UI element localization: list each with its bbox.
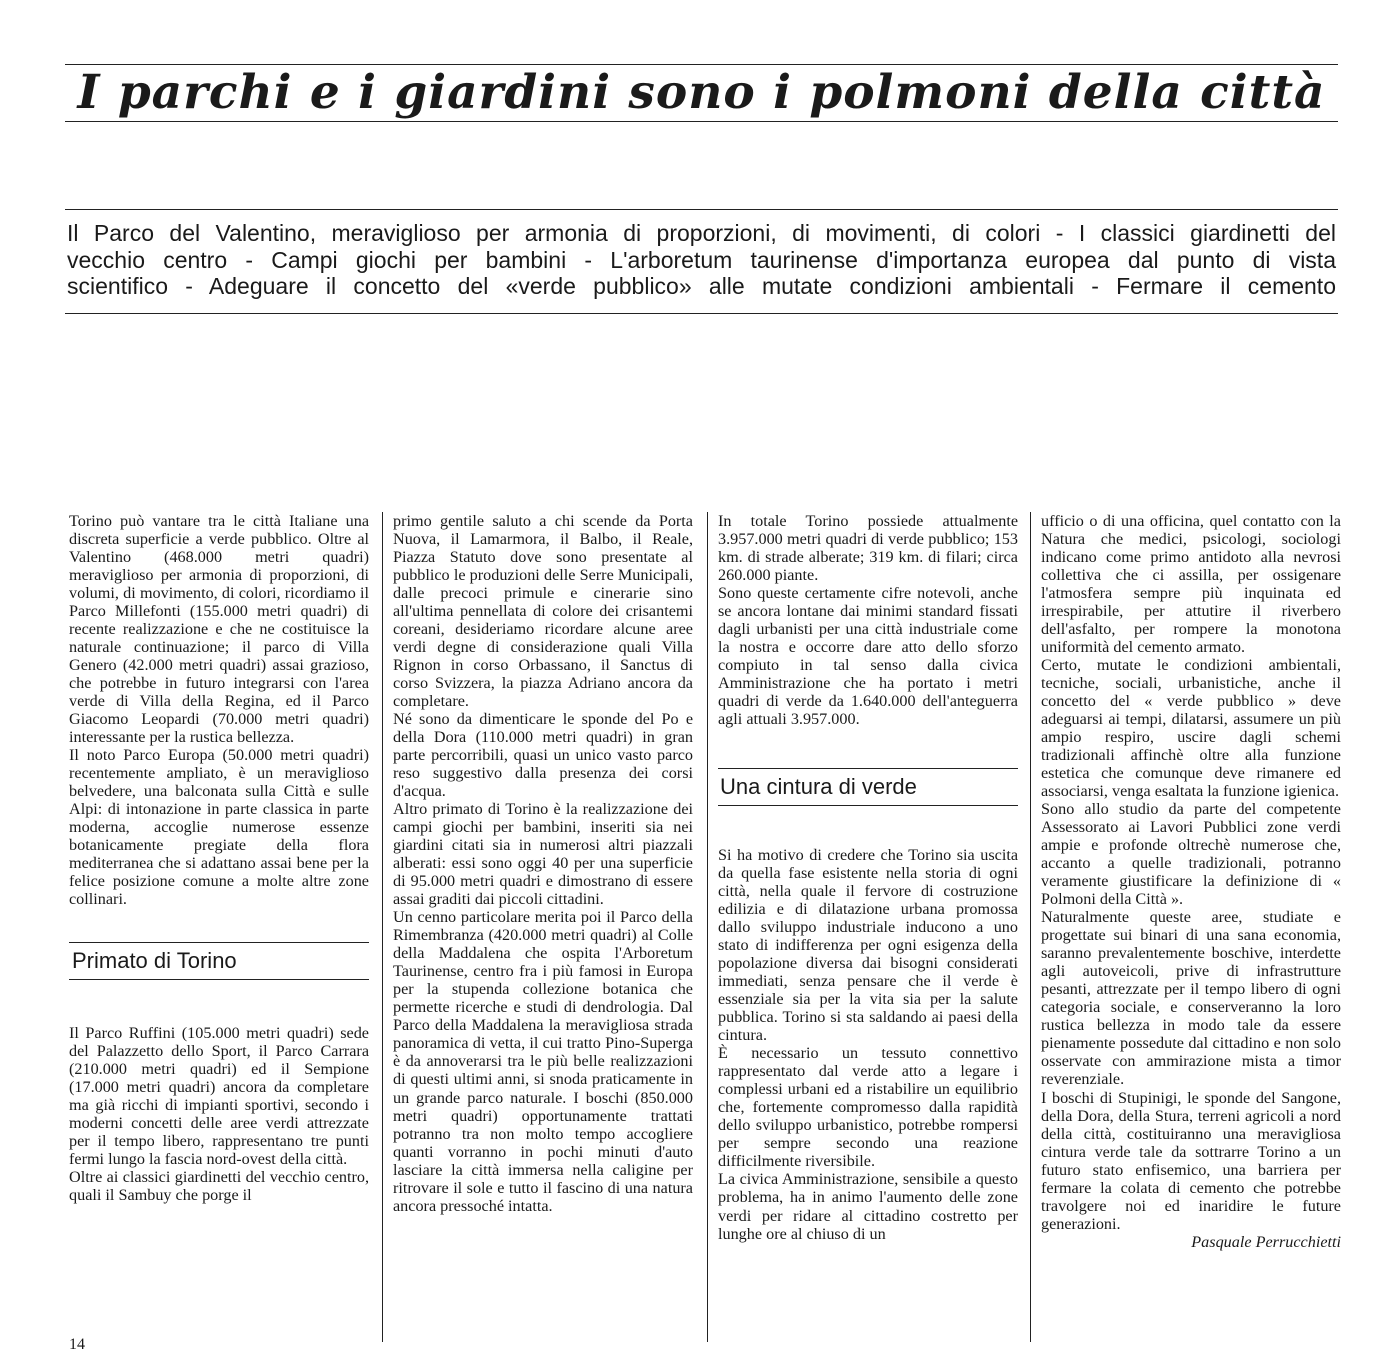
subtitle-line: vecchio centro - Campi giochi per bambini - L'arboretum taurinense d'importanza europea dal punto di vista <box>67 246 1336 273</box>
paragraph: Altro primato di Torino è la realizzazione dei campi giochi per bambini, inseriti sia nei giardini citati sia in numerosi altri piazzali alberati: essi sono oggi 40 per una superficie di 95.000 metri quadri e dimostrano di essere assai graditi dai piccoli cittadini. <box>393 800 693 909</box>
article-column-4 <box>1041 512 1341 1251</box>
paragraph: Sono allo studio da parte del competente Assessorato ai Lavori Pubblici zone verdi ampie e profonde oltrechè numerose che, accanto a quelle tradizionali, potranno veramente giustificare la definizione di « Polmoni della Città ». <box>1041 800 1341 909</box>
paragraph: primo gentile saluto a chi scende da Porta Nuova, il Lamarmora, il Balbo, il Reale, Piazza Statuto dove sono presentate al pubblico le produzioni delle Serre Municipali, dalle precoci primule e cinerarie sino all'ultima pennellata di colore dei crisantemi coreani, desideriamo ricordare alcune aree verdi degne di considerazione quali Villa Rignon in corso Orbassano, il Sanctus di corso Svizzera, la piazza Adriano ancora da completare. <box>393 512 693 711</box>
section-heading: Una cintura di verde <box>720 774 917 800</box>
section-heading: Primato di Torino <box>72 948 237 974</box>
paragraph: Sono queste certamente cifre notevoli, anche se ancora lontane dai minimi standard fissati dagli urbanisti per una città industriale come la nostra e occorre dare atto dello sforzo compiuto in tal senso dalla civica Amministrazione che ha portato i metri quadri di verde da 1.640.000 dell'anteguerra agli attuali 3.957.000. <box>718 584 1018 729</box>
paragraph: Torino può vantare tra le città Italiane una discreta superficie a verde pubblico. Oltre al Valentino (468.000 metri quadri) meraviglioso per armonia di proporzioni, di volumi, di movimento, di colori, ricordiamo il Parco Millefonti (155.000 metri quadri) di recente realizzazione e che ne costituisce la naturale continuazione; il parco di Villa Genero (42.000 metri quadri) assai grazioso, che potrebbe in futuro integrarsi con l'area verde di Villa della Regina, ed il Parco Giacomo Leopardi (70.000 metri quadri) interessante per la rustica bellezza. <box>69 512 369 747</box>
paragraph: È necessario un tessuto connettivo rappresentato dal verde atto a legare i complessi urbani ed a ristabilire un equilibrio che, fortemente compromesso dalla rapidità dello sviluppo urbanistico, potrebbe rompersi per sempre secondo una reazione difficilmente riversibile. <box>718 1044 1018 1171</box>
heading-rule <box>718 805 1018 806</box>
article-column-1 <box>69 512 369 1205</box>
page-title: I parchi e i giardini sono i polmoni della città <box>77 65 1326 120</box>
paragraph: Oltre ai classici giardinetti del vecchio centro, quali il Sambuy che porge il <box>69 1168 369 1205</box>
column-divider <box>1030 512 1031 1342</box>
paragraph: Il Parco Ruffini (105.000 metri quadri) sede del Palazzetto dello Sport, il Parco Carrara (210.000 metri quadri) ed il Sempione (17.000 metri quadri) ancora da completare ma già ricchi di impianti sportivi, secondo i moderni concetti delle aree verdi attrezzate per il tempo libero, rappresentano tre punti fermi lungo la fascia nord-ovest della città. <box>69 1024 369 1169</box>
author-signature: Pasquale Perrucchietti <box>1191 1232 1341 1251</box>
page-number: 14 <box>69 1336 85 1353</box>
paragraph: Un cenno particolare merita poi il Parco della Rimembranza (420.000 metri quadri) al Colle della Maddalena che ospita l'Arboretum Taurinense, centro fra i più famosi in Europa per la stupenda collezione botanica che permette ricerche e studi di dendrologia. Dal Parco della Maddalena la meravigliosa strada panoramica di vetta, il cui tratto Pino-Superga è da annoverarsi tra le più belle realizzazioni di questi ultimi anni, si snoda praticamente in un grande parco naturale. I boschi (850.000 metri quadri) opportunamente trattati potranno tra non molto tempo accogliere quanti vorranno in pochi minuti d'auto lasciare la città immersa nella caligine per ritrovare il sole e tutto il fascino di una natura ancora pressoché intatta. <box>393 908 693 1215</box>
subtitle-line: Il Parco del Valentino, meraviglioso per armonia di proporzioni, di movimenti, di colori - I classici giardinetti del <box>67 220 1336 246</box>
paragraph: Certo, mutate le condizioni ambientali, tecniche, sociali, urbanistiche, anche il concetto del « verde pubblico » deve adeguarsi ai tempi, dilatarsi, assumere un più ampio respiro, uscire dagli schemi tradizionali affinchè oltre alla funzione estetica che comunque deve rimanere ed associarsi, venga esaltata la funzione igienica. <box>1041 656 1341 801</box>
article-column-2 <box>393 512 693 1215</box>
subtitle-bottom-rule <box>65 313 1338 314</box>
paragraph: ufficio o di una officina, quel contatto con la Natura che medici, psicologi, sociologi indicano come primo antidoto alla nevrosi collettiva che ci assilla, per ossigenare l'atmosfera sempre più inquinata ed irrespirabile, per attutire il riverbero dell'asfalto, per rompere la monotona uniformità del cemento armato. <box>1041 512 1341 657</box>
subtitle-line: scientifico - Adeguare il concetto del «verde pubblico» alle mutate condizioni ambientali - Fermare il cemento <box>67 273 1336 299</box>
column-divider <box>707 512 708 1342</box>
paragraph: Si ha motivo di credere che Torino sia uscita da quella fase esistente nella storia di ogni città, nella quale il fervore di costruzione edilizia e di dilatazione urbana promossa dallo sviluppo industriale inducono a uno stato di indifferenza per ogni esigenza della popolazione diversa dai bisogni considerati immediati, senza pensare che il verde è essenziale sia per la vita sia per la salute pubblica. Torino si sta saldando ai paesi della cintura. <box>718 846 1018 1045</box>
article-column-3 <box>718 512 1018 1243</box>
paragraph: In totale Torino possiede attualmente 3.957.000 metri quadri di verde pubblico; 153 km. di strade alberate; 319 km. di filari; circa 260.000 piante. <box>718 512 1018 585</box>
paragraph: Il noto Parco Europa (50.000 metri quadri) recentemente ampliato, è un meraviglioso belvedere, una balconata sulla Città e sulle Alpi: di intonazione in parte classica in parte moderna, accoglie numerose essenze botanicamente pregiate della flora mediterranea che si adattano assai bene per la felice posizione comune a molte altre zone collinari. <box>69 746 369 909</box>
heading-rule <box>69 979 369 980</box>
paragraph: La civica Amministrazione, sensibile a questo problema, ha in animo l'aumento delle zone verdi per ridare al cittadino costretto per lunghe ore al chiuso di un <box>718 1170 1018 1243</box>
section-heading-block <box>69 942 369 980</box>
section-heading-block <box>718 768 1018 806</box>
subtitle-top-rule <box>65 209 1338 210</box>
title-bottom-rule <box>65 121 1338 122</box>
paragraph: Naturalmente queste aree, studiate e progettate sui binari di una sana economia, saranno prevalentemente boschive, interdette agli autoveicoli, prive di infrastrutture pesanti, attrezzate per il tempo libero di ogni categoria sociale, e conserveranno la loro rustica bellezza in modo tale da essere pienamente possedute dal cittadino e non solo osservate con ammirazione mista a timor reverenziale. <box>1041 908 1341 1089</box>
paragraph: Né sono da dimenticare le sponde del Po e della Dora (110.000 metri quadri) in gran parte percorribili, quasi un unico vasto parco reso suggestivo dalla presenza dei corsi d'acqua. <box>393 710 693 801</box>
subtitle <box>67 220 1336 300</box>
column-divider <box>382 512 383 1342</box>
paragraph: I boschi di Stupinigi, le sponde del Sangone, della Dora, della Stura, terreni agricoli a nord della città, costituiranno una meravigliosa cintura verde tale da sottrarre Torino a un futuro stato enfisemico, una barriera per fermare la colata di cemento che potrebbe travolgere noi ed inaridire le future generazioni. <box>1041 1088 1341 1233</box>
